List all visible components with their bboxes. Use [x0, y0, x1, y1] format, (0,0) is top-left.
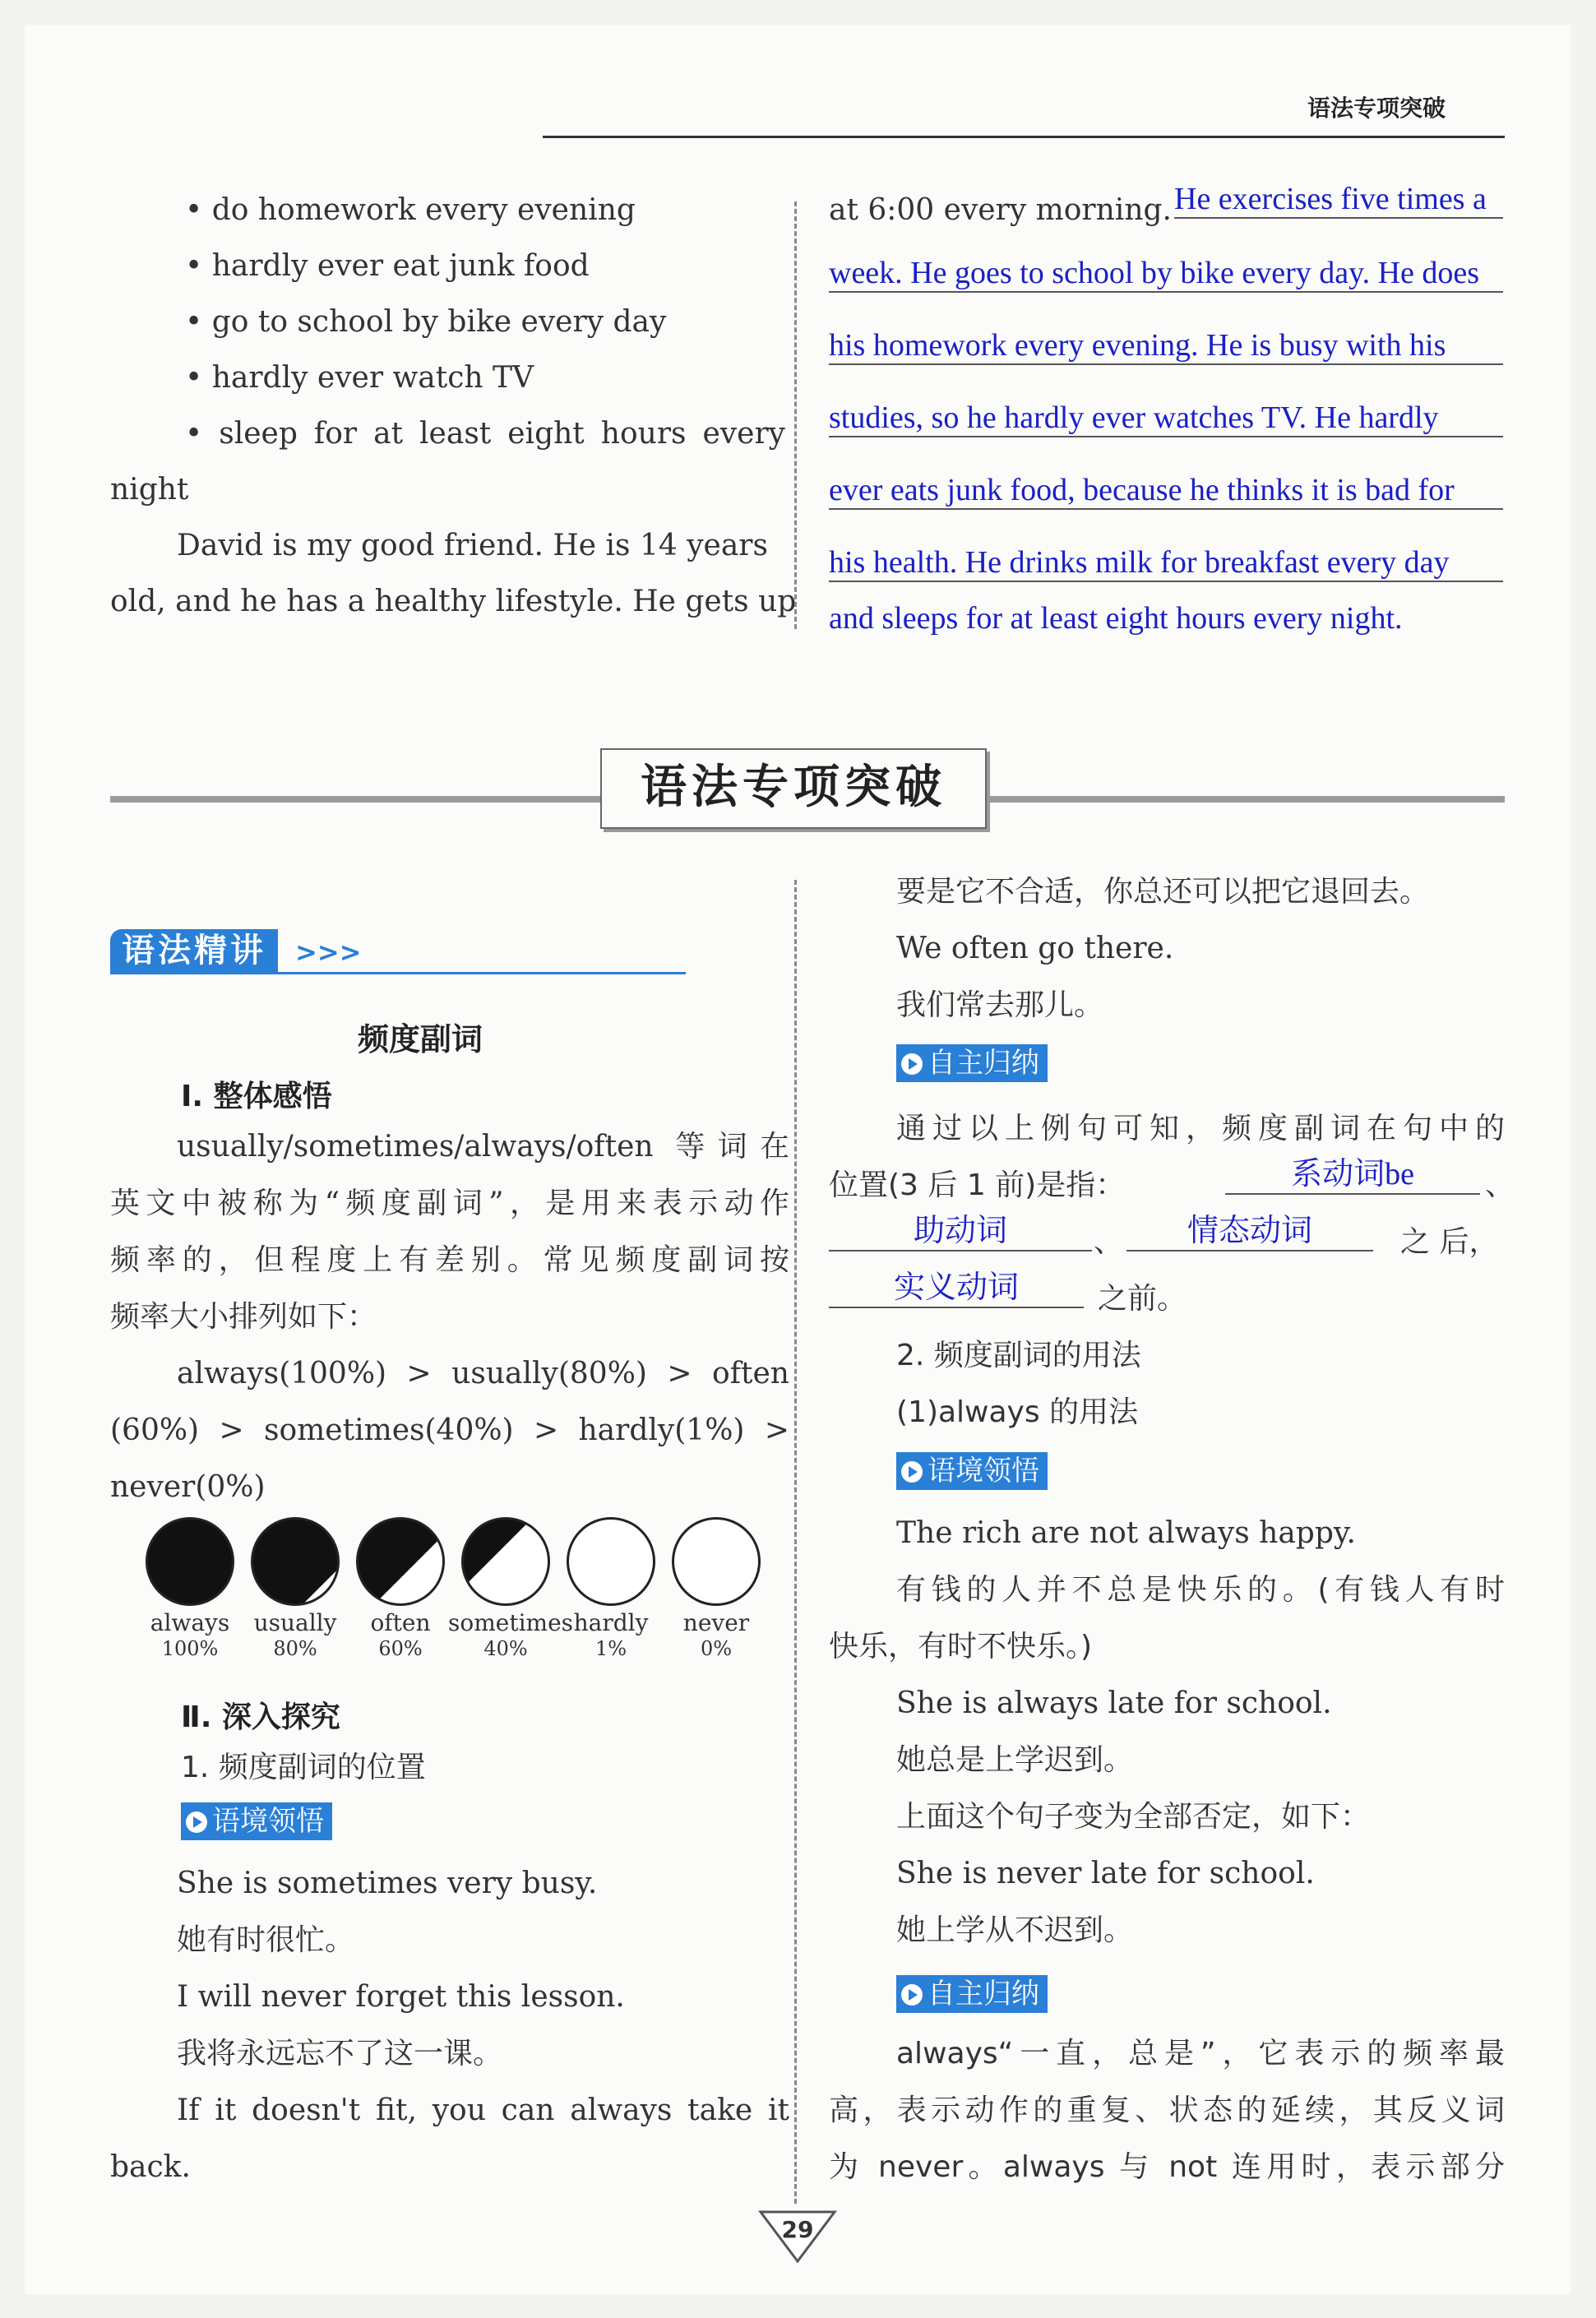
frequency-diagram [115, 1517, 789, 1698]
punctuation: 、 [1485, 1168, 1515, 1202]
summary-text: 之 后， [1400, 1225, 1499, 1259]
order-line: always(100%) > usually(80%) > often [177, 1357, 789, 1390]
paragraph-line: David is my good friend. He is 14 years [177, 529, 768, 562]
order-line: (60%) > sometimes(40%) > hardly(1%) > [110, 1413, 789, 1447]
example-line: The rich are not always happy. [896, 1516, 1356, 1550]
circle-never [672, 1517, 761, 1606]
summary-line: 位置(3 后 1 前)是指： [829, 1168, 1126, 1202]
section-heading: 频度副词 [358, 1021, 483, 1057]
paragraph-line: usually/sometimes/always/often 等词在 [177, 1130, 789, 1164]
summary-line: always“一直，总是”，它表示的频率最 [896, 2037, 1505, 2070]
answer-line: He exercises five times a [1174, 181, 1503, 219]
circle-percent: 40% [483, 1637, 528, 1660]
answer-blank: 情态动词 [1126, 1205, 1373, 1252]
example-line: 她上学从不迟到。 [896, 1913, 1134, 1947]
circle-label: hardly [573, 1609, 649, 1636]
punctuation: 、 [1094, 1225, 1124, 1259]
header-title: 语法专项突破 [1307, 95, 1446, 122]
circle-label: usually [253, 1609, 337, 1636]
paragraph-prefix: at 6:00 every morning. [829, 193, 1172, 227]
answer-line: his homework every evening. He is busy with his [829, 327, 1503, 365]
circle-percent: 60% [378, 1637, 423, 1660]
answer-blank: 系动词be [1225, 1148, 1480, 1195]
circle-always [146, 1517, 234, 1606]
paragraph-line: 英文中被称为“频度副词”，是用来表示动作 [110, 1187, 789, 1220]
summary-line: 高，表示动作的重复、状态的延续，其反义词 [829, 2094, 1505, 2127]
example-line: back. [110, 2150, 191, 2184]
point-heading: 1. 频度副词的位置 [181, 1751, 426, 1784]
example-line: 快乐，有时不快乐。) [829, 1630, 1093, 1663]
circle-hardly [567, 1517, 655, 1606]
example-line: If it doesn't fit, you can always take it [177, 2094, 789, 2127]
answer-line: week. He goes to school by bike every day. He does [829, 255, 1503, 293]
header-rule [543, 136, 1505, 138]
circle-label: never [682, 1609, 750, 1636]
circle-label: sometimes [448, 1609, 574, 1636]
paragraph-line: old, and he has a healthy lifestyle. He gets up [110, 585, 797, 618]
summary-tag: 自主归纳 [896, 1044, 1048, 1082]
example-line: We often go there. [896, 932, 1174, 965]
example-line: She is sometimes very busy. [177, 1867, 598, 1900]
play-icon [901, 1053, 923, 1075]
bullet-item: • hardly ever eat junk food [185, 249, 590, 283]
answer-line: studies, so he hardly ever watches TV. He hardly [829, 400, 1503, 437]
subheading: Ⅱ. 深入探究 [181, 1700, 340, 1734]
arrows-icon: >>> [295, 937, 362, 968]
section-banner [600, 748, 987, 829]
bullet-item: • hardly ever watch TV [185, 361, 534, 395]
example-line: 有钱的人并不总是快乐的。(有钱人有时 [896, 1573, 1505, 1607]
column-divider [794, 880, 797, 2204]
answer-line: ever eats junk food, because he thinks it is bad for [829, 472, 1503, 510]
play-icon [901, 1461, 923, 1483]
circle-label: often [370, 1609, 431, 1636]
subheading: Ⅰ. 整体感悟 [181, 1080, 332, 1113]
example-line: 她总是上学迟到。 [896, 1743, 1134, 1777]
circle-often [356, 1517, 445, 1606]
example-line: 我将永远忘不了这一课。 [177, 2037, 503, 2070]
example-line: 上面这个句子变为全部否定，如下： [896, 1800, 1371, 1834]
circle-usually [251, 1517, 340, 1606]
circle-percent: 0% [700, 1637, 733, 1660]
paragraph-line: 频率大小排列如下： [110, 1300, 377, 1334]
context-tag: 语境领悟 [896, 1452, 1048, 1490]
play-icon [186, 1811, 207, 1833]
bullet-item: • do homework every evening [185, 193, 636, 227]
point-heading: 2. 频度副词的用法 [896, 1339, 1141, 1372]
paragraph-line: 频率的，但程度上有差别。常见频度副词按 [110, 1243, 789, 1277]
order-line: never(0%) [110, 1470, 266, 1504]
circle-percent: 100% [161, 1637, 219, 1660]
summary-text: 之前。 [1098, 1282, 1187, 1316]
page-number-badge [756, 2208, 839, 2265]
context-tag: 语境领悟 [181, 1802, 332, 1840]
bullet-item: • sleep for at least eight hours every [185, 417, 785, 451]
circle-percent: 80% [273, 1637, 317, 1660]
example-line: 我们常去那儿。 [896, 988, 1104, 1022]
example-line: She is never late for school. [896, 1857, 1315, 1890]
page [25, 25, 1571, 2294]
bullet-continuation: night [110, 473, 189, 507]
example-line: 她有时很忙。 [177, 1923, 355, 1957]
bullet-item: • go to school by bike every day [185, 305, 667, 339]
summary-tag: 自主归纳 [896, 1975, 1048, 2013]
play-icon [901, 1984, 923, 2006]
circle-sometimes [461, 1517, 550, 1606]
grammar-tag [110, 929, 686, 974]
circle-label: always [150, 1609, 230, 1636]
answer-line: his health. He drinks milk for breakfast every day [829, 544, 1503, 582]
answer-blank: 助动词 [829, 1205, 1092, 1252]
column-divider [794, 201, 797, 629]
answer-blank: 实义动词 [829, 1261, 1084, 1308]
example-line: She is always late for school. [896, 1686, 1332, 1720]
summary-line: 通过以上例句可知，频度副词在句中的 [896, 1112, 1505, 1145]
example-line: I will never forget this lesson. [177, 1980, 625, 2014]
summary-line: 为 never。always 与 not 连用时，表示部分 [829, 2150, 1505, 2184]
example-line: 要是它不合适，你总还可以把它退回去。 [896, 875, 1430, 909]
section-banner-title: 语法专项突破 [641, 761, 946, 814]
point-subheading: (1)always 的用法 [896, 1395, 1139, 1429]
circle-percent: 1% [594, 1637, 627, 1660]
page-number: 29 [781, 2216, 814, 2243]
grammar-tag-label: 语法精讲 [110, 929, 278, 972]
answer-line: and sleeps for at least eight hours every night. [829, 601, 1403, 636]
